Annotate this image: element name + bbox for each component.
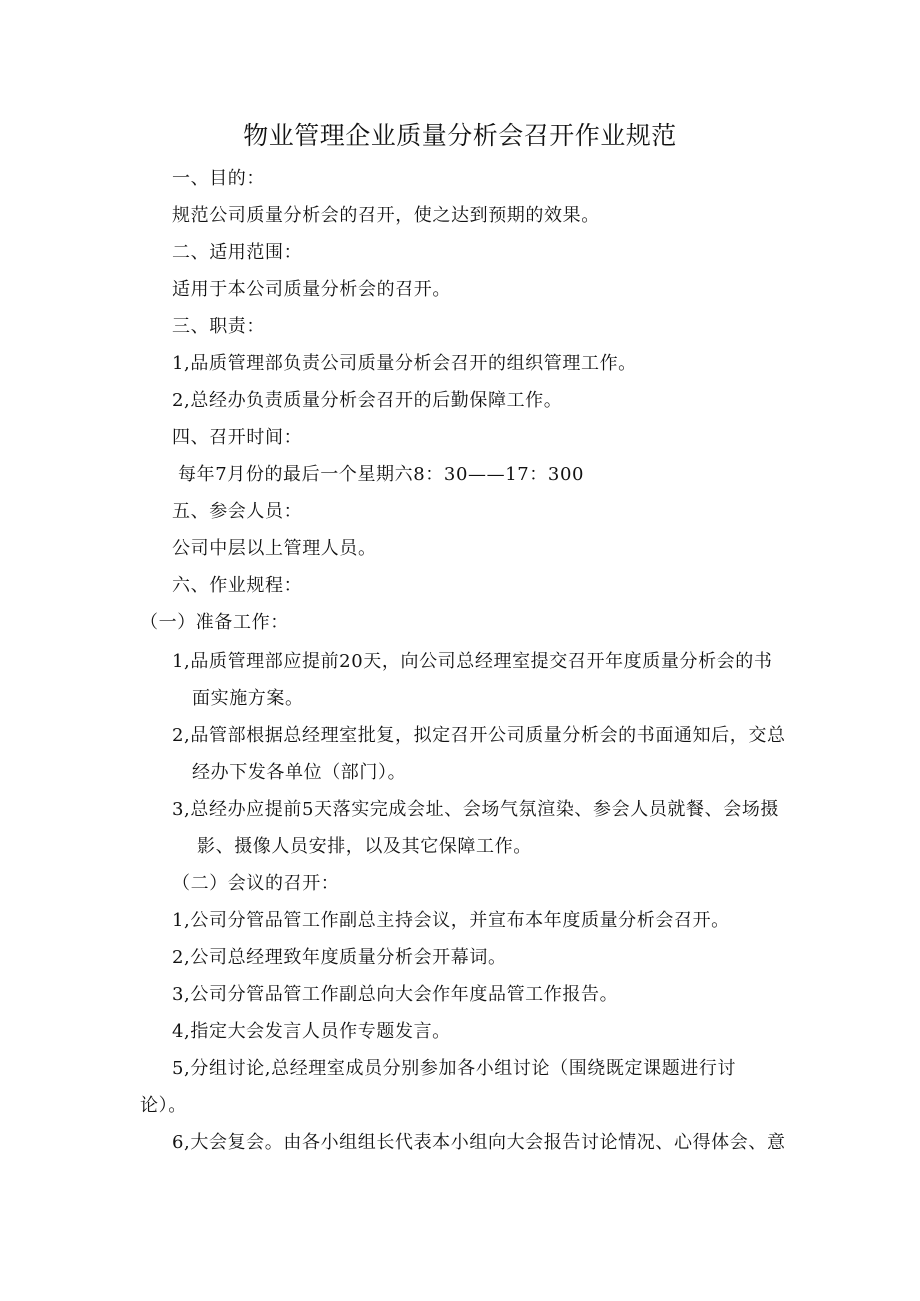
meeting-item-1: 1,公司分管品管工作副总主持会议，并宣布本年度质量分析会召开。 — [172, 910, 730, 931]
meeting-item-5-cont: 论）。 — [140, 1095, 187, 1116]
meeting-item-3: 3,公司分管品管工作副总向大会作年度品管工作报告。 — [172, 984, 619, 1005]
meeting-item-6: 6,大会复会。由各小组组长代表本小组向大会报告讨论情况、心得体会、意 — [172, 1132, 786, 1153]
section-heading-duties: 三、职责： — [172, 316, 265, 337]
section-heading-purpose: 一、目的： — [172, 168, 265, 189]
preparation-item-3: 3,总经办应提前5天落实完成会址、会场气氛渲染、参会人员就餐、会场摄 — [172, 799, 780, 820]
preparation-item-2: 2,品管部根据总经理室批复，拟定召开公司质量分析会的书面通知后，交总 — [172, 725, 786, 746]
section-heading-scope: 二、适用范围： — [172, 242, 303, 263]
preparation-item-1: 1,品质管理部应提前20天，向公司总经理室提交召开年度质量分析会的书 — [172, 651, 773, 672]
preparation-item-3-cont: 影、摄像人员安排，以及其它保障工作。 — [197, 836, 532, 857]
duty-item-2: 2,总经办负责质量分析会召开的后勤保障工作。 — [172, 390, 563, 411]
preparation-item-1-cont: 面实施方案。 — [192, 688, 304, 709]
meeting-item-5: 5,分组讨论,总经理室成员分别参加各小组讨论（围绕既定课题进行讨 — [172, 1058, 737, 1079]
meeting-item-2: 2,公司总经理致年度质量分析会开幕词。 — [172, 947, 507, 968]
duty-item-1: 1,品质管理部负责公司质量分析会召开的组织管理工作。 — [172, 353, 637, 374]
paragraph-attendees: 公司中层以上管理人员。 — [172, 538, 377, 559]
paragraph-time: 每年7月份的最后一个星期六8：30——17：300 — [178, 464, 585, 485]
section-heading-attendees: 五、参会人员： — [172, 501, 303, 522]
subsection-heading-meeting: （二）会议的召开： — [172, 873, 340, 894]
paragraph-purpose: 规范公司质量分析会的召开，使之达到预期的效果。 — [172, 205, 600, 226]
section-heading-procedures: 六、作业规程： — [172, 575, 303, 596]
preparation-item-2-cont: 经办下发各单位（部门）。 — [192, 762, 407, 783]
paragraph-scope: 适用于本公司质量分析会的召开。 — [172, 279, 451, 300]
subsection-heading-preparation: （一）准备工作： — [140, 612, 289, 633]
section-heading-time: 四、召开时间： — [172, 427, 303, 448]
meeting-item-4: 4,指定大会发言人员作专题发言。 — [172, 1021, 451, 1042]
document-title: 物业管理企业质量分析会召开作业规范 — [243, 121, 677, 150]
